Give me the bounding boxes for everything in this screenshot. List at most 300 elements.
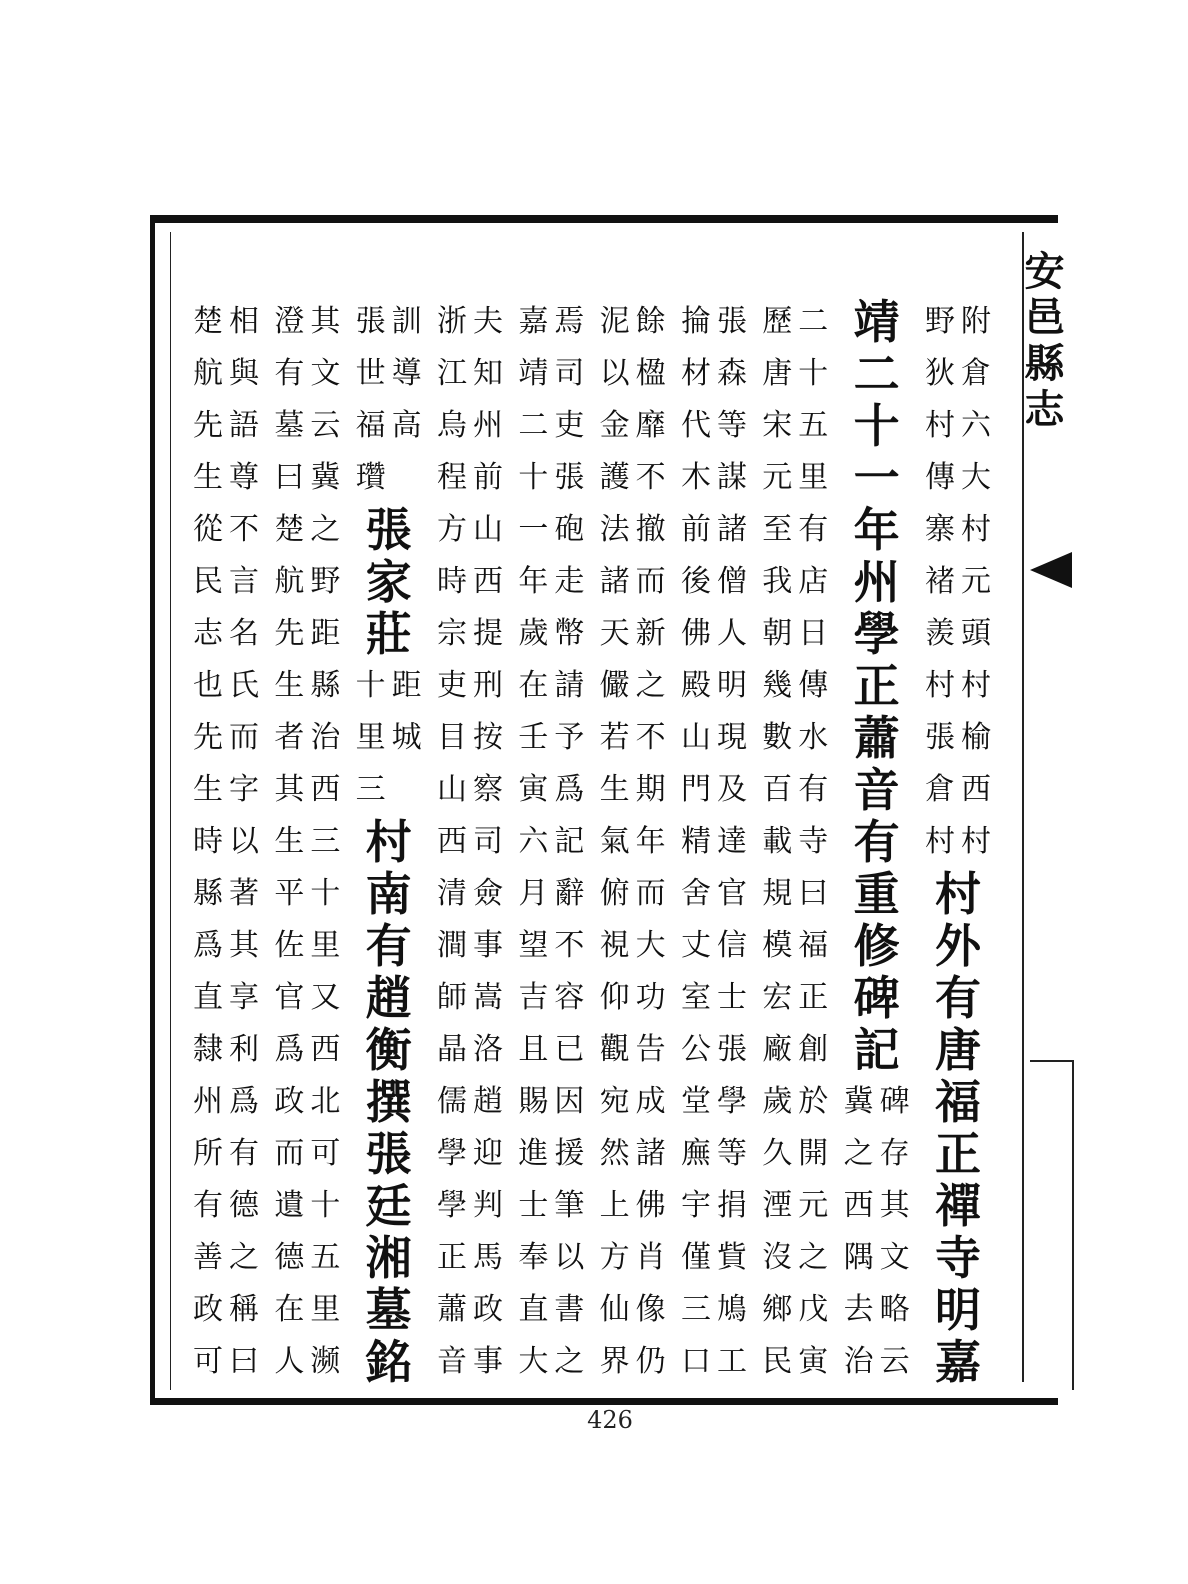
annotation-char-pair [271,296,343,348]
annotation-char-right: 利 [229,1032,259,1067]
annotation-char-pair [597,1180,669,1232]
annotation-char-left: 西 [436,824,467,859]
annotation-char-pair [759,1076,831,1128]
annotation-char-right: 佛 [635,1188,666,1223]
annotation-char-left: 傳 [924,460,955,495]
annotation-char-right: 不 [229,512,259,547]
annotation-char-right: 僧 [716,564,747,599]
annotation-char-left: 張 [924,720,955,755]
annotation-char-pair [515,816,587,868]
annotation-char-right: 筆 [554,1188,585,1223]
annotation-char-left: 界 [599,1344,630,1379]
annotation-char-left: 泥 [599,304,630,339]
annotation-char-right: 按 [472,720,503,755]
annotation-char-left: 以 [599,356,630,391]
annotation-char-left: 州 [193,1084,223,1119]
annotation-char-right: 事 [472,1344,503,1379]
inner-rule-line [170,232,171,1390]
annotation-char-pair [434,608,506,660]
annotation-char-left: 我 [762,564,793,599]
annotation-char-left: 音 [436,1344,467,1379]
annotation-char-pair [759,504,831,556]
annotation-char-pair [597,1336,669,1388]
annotation-char-right: 存 [879,1136,910,1171]
annotation-char-left: 在 [274,1292,305,1327]
annotation-char-left: 嘉 [518,304,549,339]
annotation-char-right: 碑 [879,1084,910,1119]
annotation-char-right: 其 [310,304,341,339]
annotation-char-left: 村 [924,668,955,703]
annotation-char-left: 西 [843,1188,874,1223]
annotation-char-left: 載 [762,824,793,859]
annotation-char-left: 儼 [599,668,630,703]
annotation-char-pair [759,868,831,920]
annotation-char-left: 唐 [762,356,793,391]
annotation-char-left: 月 [518,876,549,911]
annotation-char-right: 夫 [472,304,503,339]
annotation-char-left: 烏 [436,408,467,443]
annotation-char-left: 門 [680,772,711,807]
annotation-char-right: 字 [229,772,259,807]
annotation-char-pair [190,660,262,712]
annotation-char-pair [759,1180,831,1232]
annotation-char-left: 程 [436,460,467,495]
annotation-char-left: 幾 [762,668,793,703]
annotation-char-left: 在 [518,668,549,703]
annotation-char-right: 焉 [554,304,585,339]
annotation-char-left: 先 [274,616,305,651]
annotation-char-pair [922,400,994,452]
annotation-char-pair [759,556,831,608]
annotation-char-right: 十 [798,356,829,391]
annotation-char-left: 沒 [762,1240,793,1275]
annotation-char-right: 六 [960,408,991,443]
annotation-char-pair [678,1336,750,1388]
annotation-char-right: 文 [310,356,341,391]
main-text-char: 碑 [853,971,900,1025]
annotation-char-left: 十 [355,668,386,703]
annotation-char-left: 廠 [762,1032,793,1067]
annotation-char-right: 辭 [554,876,585,911]
annotation-char-pair [190,608,262,660]
annotation-char-pair [271,348,343,400]
annotation-char-left: 航 [193,356,223,391]
annotation-char-right: 司 [472,824,503,859]
annotation-char-right: 明 [716,668,747,703]
annotation-char-right: 謀 [716,460,747,495]
annotation-char-left: 公 [680,1032,711,1067]
annotation-char-left: 護 [599,460,630,495]
annotation-char-left: 士 [518,1188,549,1223]
annotation-char-right: 榆 [960,720,991,755]
annotation-char-left: 直 [193,980,223,1015]
annotation-char-left: 木 [680,460,711,495]
main-text-char: 音 [853,763,900,817]
annotation-char-right: 書 [554,1292,585,1327]
annotation-char-right: 相 [229,304,259,339]
annotation-char-left: 者 [274,720,305,755]
main-text-char: 撰 [365,1075,412,1129]
annotation-char-right: 州 [472,408,503,443]
annotation-char-right: 十 [310,1188,341,1223]
main-text-char: 二 [853,347,900,401]
annotation-char-right: 之 [229,1240,259,1275]
annotation-char-left: 官 [274,980,305,1015]
annotation-char-pair [190,556,262,608]
annotation-char-pair [515,660,587,712]
annotation-char-right: 里 [310,928,341,963]
annotation-char-left: 十 [518,460,549,495]
annotation-char-left: 且 [518,1032,549,1067]
annotation-char-left: 政 [274,1084,305,1119]
annotation-char-pair [434,504,506,556]
annotation-char-pair [759,1128,831,1180]
annotation-char-pair [271,1180,343,1232]
main-text-char: 衡 [365,1023,412,1077]
main-text-char: 一 [853,451,900,505]
main-text-char: 唐 [934,1023,981,1077]
fishtail-mark-icon [1030,552,1072,588]
annotation-char-pair [434,868,506,920]
annotation-char-left: 張 [355,304,386,339]
annotation-char-left: 後 [680,564,711,599]
annotation-char-left: 冀 [843,1084,874,1119]
annotation-char-pair [515,1232,587,1284]
annotation-char-pair [922,504,994,556]
annotation-char-pair [678,1284,750,1336]
annotation-char-pair [190,972,262,1024]
annotation-char-pair [190,400,262,452]
annotation-char-pair [597,504,669,556]
annotation-char-right: 容 [554,980,585,1015]
annotation-char-left: 而 [274,1136,305,1171]
annotation-char-left: 寨 [924,512,955,547]
annotation-char-right: 倉 [960,356,991,391]
main-text-char: 張 [365,503,412,557]
annotation-char-right: 仍 [635,1344,666,1379]
text-column [267,296,347,1386]
page-number: 426 [587,1406,633,1434]
annotation-char-right: 不 [635,460,666,495]
annotation-char-left: 仰 [599,980,630,1015]
annotation-char-left: 上 [599,1188,630,1223]
annotation-char-right: 語 [229,408,259,443]
annotation-char-right: 士 [716,980,747,1015]
main-text-char: 蕭 [853,711,900,765]
annotation-char-pair [271,1024,343,1076]
annotation-char-pair [515,1128,587,1180]
annotation-char-right: 頭 [960,616,991,651]
annotation-char-pair [597,764,669,816]
main-text-char: 正 [853,659,900,713]
annotation-char-left: 二 [518,408,549,443]
annotation-char-pair [759,400,831,452]
annotation-char-right: 尊 [229,460,259,495]
text-column [349,296,429,1389]
main-text-char: 村 [365,815,412,869]
annotation-char-left: 仙 [599,1292,630,1327]
annotation-char-right: 人 [716,616,747,651]
annotation-char-left: 縣 [193,876,223,911]
annotation-char-pair [759,920,831,972]
annotation-char-right: 開 [798,1136,829,1171]
annotation-char-right: 云 [879,1344,910,1379]
annotation-char-pair [597,1232,669,1284]
annotation-char-left: 世 [355,356,386,391]
annotation-char-left: 歲 [518,616,549,651]
annotation-char-left: 材 [680,356,711,391]
annotation-char-right: 曰 [798,876,829,911]
annotation-char-left: 村 [924,824,955,859]
annotation-char-right: 信 [716,928,747,963]
annotation-char-pair [190,452,262,504]
annotation-char-left: 生 [193,772,223,807]
annotation-char-left: 湮 [762,1188,793,1223]
annotation-char-left: 所 [193,1136,223,1171]
annotation-char-pair [678,868,750,920]
main-text-char: 重 [853,867,900,921]
annotation-char-right: 之 [798,1240,829,1275]
annotation-char-pair [597,556,669,608]
annotation-char-left: 歲 [762,1084,793,1119]
annotation-char-pair [597,1284,669,1336]
annotation-char-left: 諸 [599,564,630,599]
annotation-char-pair [515,348,587,400]
annotation-char-pair [434,1076,506,1128]
annotation-char-pair [515,868,587,920]
annotation-char-left: 僅 [680,1240,711,1275]
annotation-char-pair [597,400,669,452]
annotation-char-right: 司 [554,356,585,391]
annotation-char-right: 諸 [635,1136,666,1171]
annotation-char-right: 村 [960,824,991,859]
annotation-char-right: 期 [635,772,666,807]
annotation-char-right: 現 [716,720,747,755]
annotation-char-left: 然 [599,1136,630,1171]
annotation-char-pair [597,816,669,868]
annotation-char-left: 望 [518,928,549,963]
annotation-char-right: 文 [879,1240,910,1275]
annotation-char-right: 馬 [472,1240,503,1275]
annotation-char-right: 大 [635,928,666,963]
annotation-char-left: 吏 [436,668,467,703]
annotation-char-left: 先 [193,408,223,443]
annotation-char-right: 店 [798,564,829,599]
annotation-char-right: 請 [554,668,585,703]
text-column [755,296,835,1386]
annotation-char-right: 成 [635,1084,666,1119]
annotation-char-right: 等 [716,1136,747,1171]
main-text-char: 十 [853,399,900,453]
annotation-char-right: 城 [391,720,422,755]
text-column [837,296,917,1386]
annotation-char-right: 村 [960,512,991,547]
annotation-char-pair [434,920,506,972]
annotation-char-right: 大 [960,460,991,495]
annotation-char-right: 元 [798,1188,829,1223]
main-text-char: 張 [365,1127,412,1181]
main-text-char: 福 [934,1075,981,1129]
main-text-char: 廷 [365,1179,412,1233]
annotation-char-left: 精 [680,824,711,859]
annotation-char-left: 治 [843,1344,874,1379]
annotation-char-pair [271,712,343,764]
annotation-char-pair [515,1284,587,1336]
annotation-char-right: 治 [310,720,341,755]
annotation-char-pair [678,296,750,348]
annotation-char-left: 靖 [518,356,549,391]
annotation-char-right: 附 [960,304,991,339]
annotation-char-left: 數 [762,720,793,755]
annotation-char-left: 三 [355,772,386,807]
annotation-char-pair [678,1128,750,1180]
main-text-char: 有 [365,919,412,973]
annotation-char-pair [678,504,750,556]
annotation-char-right: 知 [472,356,503,391]
annotation-char-right: 傳 [798,668,829,703]
annotation-char-right: 冀 [310,460,341,495]
annotation-char-left: 先 [193,720,223,755]
annotation-char-left: 廡 [680,1136,711,1171]
annotation-char-right: 訓 [391,304,422,339]
annotation-char-right: 記 [554,824,585,859]
main-text-char: 有 [853,815,900,869]
annotation-char-right: 日 [798,616,829,651]
main-text-char: 州 [853,555,900,609]
annotation-char-left: 正 [436,1240,467,1275]
annotation-char-right: 里 [310,1292,341,1327]
annotation-char-pair [759,296,831,348]
annotation-char-pair [922,348,994,400]
main-text-char: 記 [853,1023,900,1077]
annotation-char-right: 與 [229,356,259,391]
annotation-char-pair [597,920,669,972]
annotation-char-right: 距 [391,668,422,703]
annotation-char-right: 西 [310,1032,341,1067]
annotation-char-left: 進 [518,1136,549,1171]
annotation-char-pair [922,712,994,764]
annotation-char-pair [190,1284,262,1336]
annotation-char-right: 氏 [229,668,259,703]
annotation-char-left: 隅 [843,1240,874,1275]
annotation-char-left: 賜 [518,1084,549,1119]
annotation-char-pair [597,660,669,712]
annotation-char-left: 模 [762,928,793,963]
annotation-char-right: 西 [960,772,991,807]
annotation-char-pair [759,816,831,868]
annotation-char-right: 其 [229,928,259,963]
annotation-char-left: 佛 [680,616,711,651]
main-text-char: 寺 [934,1231,981,1285]
annotation-char-left: 宇 [680,1188,711,1223]
annotation-char-right: 又 [310,980,341,1015]
annotation-char-left: 蕭 [436,1292,467,1327]
text-column [593,296,673,1386]
annotation-char-right: 有 [229,1136,259,1171]
annotation-char-right: 導 [391,356,422,391]
annotation-char-pair [515,556,587,608]
annotation-char-right: 已 [554,1032,585,1067]
annotation-char-pair [271,868,343,920]
annotation-char-pair [434,1128,506,1180]
annotation-char-right: 張 [716,304,747,339]
annotation-char-right: 言 [229,564,259,599]
annotation-char-right: 幣 [554,616,585,651]
annotation-char-pair [190,1180,262,1232]
annotation-char-pair [190,712,262,764]
annotation-char-left: 褚 [924,564,955,599]
annotation-char-left: 羨 [924,616,955,651]
annotation-char-left: 澄 [274,304,305,339]
annotation-char-pair [271,504,343,556]
annotation-char-left: 山 [680,720,711,755]
annotation-char-left: 金 [599,408,630,443]
main-text-char: 修 [853,919,900,973]
annotation-char-right: 寺 [798,824,829,859]
annotation-char-right: 之 [554,1344,585,1379]
annotation-char-left: 目 [436,720,467,755]
annotation-char-left: 大 [518,1344,549,1379]
annotation-char-left: 爲 [193,928,223,963]
annotation-char-right: 援 [554,1136,585,1171]
annotation-char-left: 時 [193,824,223,859]
annotation-char-left: 福 [355,408,386,443]
annotation-char-left: 舍 [680,876,711,911]
annotation-char-left: 直 [518,1292,549,1327]
annotation-char-pair [678,920,750,972]
main-text-char: 南 [365,867,412,921]
annotation-char-right: 三 [310,824,341,859]
annotation-char-left: 平 [274,876,305,911]
annotation-char-pair [678,608,750,660]
annotation-char-pair [515,608,587,660]
annotation-char-left: 德 [274,1240,305,1275]
annotation-char-pair [597,296,669,348]
annotation-char-right: 餘 [635,304,666,339]
annotation-char-right: 工 [716,1344,747,1379]
annotation-char-right: 之 [635,668,666,703]
annotation-char-left: 奉 [518,1240,549,1275]
text-column [511,296,591,1386]
annotation-char-left: 宋 [762,408,793,443]
annotation-char-left: 爲 [274,1032,305,1067]
annotation-char-right: 不 [635,720,666,755]
annotation-char-right: 野 [310,564,341,599]
annotation-char-pair [353,764,425,816]
annotation-char-pair [515,296,587,348]
annotation-char-pair [271,660,343,712]
annotation-char-left: 志 [193,616,223,651]
annotation-char-left: 天 [599,616,630,651]
annotation-char-pair [759,764,831,816]
annotation-char-left: 口 [680,1344,711,1379]
annotation-char-left: 壬 [518,720,549,755]
margin-title: 安邑縣志 [1018,250,1065,434]
annotation-char-right: 有 [798,772,829,807]
annotation-char-left: 倉 [924,772,955,807]
text-column [918,296,998,1389]
annotation-char-pair [678,660,750,712]
annotation-char-pair [759,972,831,1024]
annotation-char-right: 像 [635,1292,666,1327]
annotation-char-pair [190,868,262,920]
annotation-char-right: 貲 [716,1240,747,1275]
annotation-char-left: 之 [843,1136,874,1171]
annotation-char-left: 狄 [924,356,955,391]
annotation-char-right: 五 [798,408,829,443]
annotation-char-left: 隸 [193,1032,223,1067]
annotation-char-pair [597,1076,669,1128]
